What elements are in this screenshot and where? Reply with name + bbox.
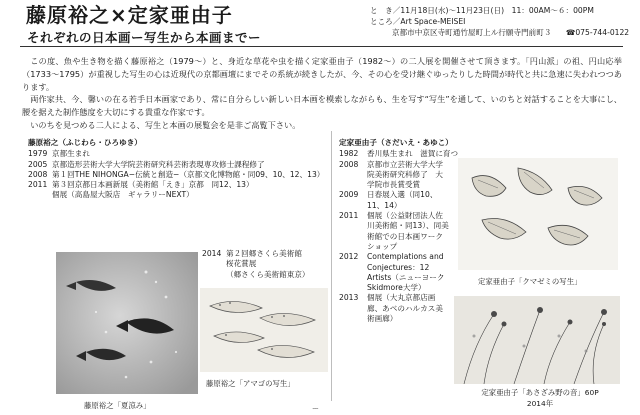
- caption-amago-sketch: 藤原裕之「アマゴの写生」: [206, 379, 295, 388]
- timeline-row: 2008 京都市立芸術大学大学院美術研究科修了 大学院市長賞受賞: [339, 159, 443, 190]
- page-mark: ー: [312, 405, 319, 413]
- artist-name: 定家亜由子（さだいえ・あゆこ）: [339, 138, 453, 147]
- exhibition-info: [370, 5, 629, 38]
- venue-line: ところ／Art Space-MEISEI: [370, 17, 466, 26]
- amago-sketch-image: [200, 288, 328, 372]
- caption-plants-painting: [460, 387, 620, 409]
- artist-bio-sadaie: [339, 138, 459, 324]
- timeline-row: 1979 京都生まれ: [28, 149, 90, 159]
- timeline-row: 2005 京都造形芸術大学大学院芸術研究科芸術表現専攻修士課程修了: [28, 159, 265, 169]
- artist-name: 藤原裕之（ふじわら・ひろゆき）: [28, 138, 142, 147]
- address-line: [370, 27, 629, 38]
- timeline-row: 2009 日春展入選（同10、11、14）: [339, 190, 438, 210]
- timeline-row: 2011 第３回京都日本画新展（美術館「えき」京都 同12、13）: [28, 180, 254, 190]
- timeline-row: 2008 第１回THE NIHONGA−伝統と創造−（京都文化博物館・同09、10、12、13）: [28, 169, 325, 179]
- cicada-sketch-svg: [458, 158, 618, 270]
- artist-bio-fujiwara: [28, 138, 328, 201]
- intro-text: [22, 55, 622, 132]
- caption-plants-year: 2014年: [526, 399, 554, 408]
- exhibition-subtitle: それぞれの日本画ー写生から本画までー: [27, 30, 262, 45]
- intro-paragraph-3: いのちを見つめる二人による、写生と本画の展覧会を是非ご高覧下さい。: [30, 119, 301, 130]
- intro-paragraph-2: 両作家共、今、馨いの在る若手日本画家であり、常に自分らしい新しい日本画を模索しながらも、生を写す“写生”を通して、いのちと対話することを大事にし、腰を据えた制作態度を大切にする貴重な作家です。: [22, 94, 622, 118]
- column-divider: [331, 131, 332, 401]
- plants-painting-svg: [454, 296, 620, 384]
- timeline-row: 1982 香川県生まれ 滋賀に育つ: [339, 149, 459, 159]
- header-rule: [20, 46, 623, 47]
- caption-cicada-sketch: 定家亜由子「クマゼミの写生」: [478, 277, 582, 286]
- timeline-row: 個展（高島屋大阪店 ギャラリーNEXT）: [52, 190, 194, 200]
- caption-plants-title: 定家亜由子「あさざみ野の音」60P: [481, 388, 599, 397]
- timeline-row: 2012 Contemplations and Conjectures：12 Artists（ニューヨーク Skidmore大学）: [339, 252, 445, 293]
- date-line: と き／11月18日(水)〜11月23日(日) 11：00AM〜６：00PM: [370, 6, 594, 15]
- phone: ☎075-744-0122: [565, 28, 630, 37]
- exhibition-title: 藤原裕之×定家亜由子: [26, 3, 233, 27]
- amago-sketch-svg: [200, 288, 328, 372]
- intro-paragraph-1: この度、魚や生き物を描く藤原裕之（1979〜）と、身近な草花や虫を描く定家亜由子（1982〜）の二人展を開催させて頂きます。「円山派」の祖、円山応挙（1733〜1795）が重視した写生の心は近現代の京都画壇にまでその系統が続きしたが、今、その心を受け継ぐゆったりした時間が時代と共に急速に失われつつあります。: [22, 56, 622, 92]
- fish-painting-svg: [56, 252, 198, 394]
- timeline-row: 2013 個展（大丸京都店画廊、あべのハルカス美術画廊）: [339, 293, 443, 324]
- timeline-row: 2011 個展（公益財団法人佐川美術館・同13）、同美術館での日本画ワークショップ: [339, 211, 449, 251]
- address: 京都市中京区寺町通竹屋町上ル行願寺門前町３: [392, 28, 552, 37]
- caption-fish-painting: 藤原裕之「夏涼み」: [84, 401, 151, 410]
- plants-painting-image: [454, 296, 620, 384]
- timeline-note-2014: 2014 第２回郷さくら美術館 桜花賞展 （郷さくら美術館東京）: [202, 249, 310, 279]
- cicada-sketch-image: [458, 158, 618, 270]
- fish-painting-image: [56, 252, 198, 394]
